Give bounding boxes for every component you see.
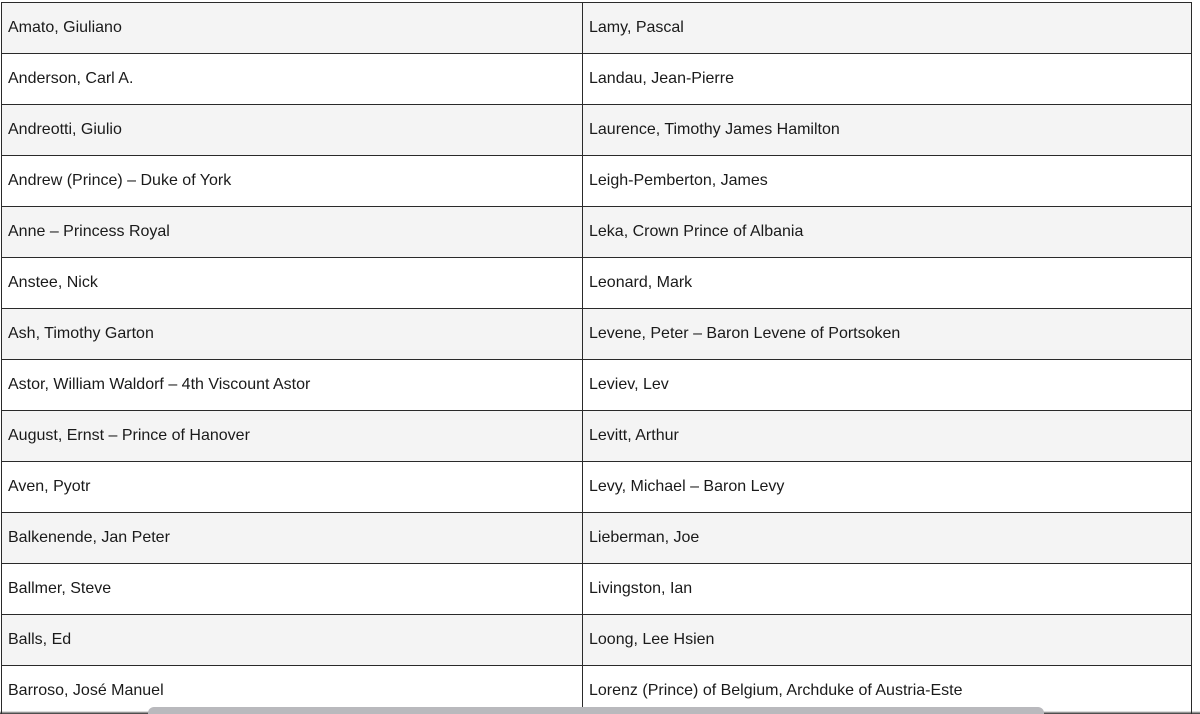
name-cell-right: Leigh-Pemberton, James: [583, 156, 1192, 207]
name-cell-right: Lorenz (Prince) of Belgium, Archduke of Austria-Este: [583, 666, 1192, 714]
name-cell-right: Livingston, Ian: [583, 564, 1192, 615]
name-cell-left: Andrew (Prince) – Duke of York: [2, 156, 583, 207]
name-cell-left: Ballmer, Steve: [2, 564, 583, 615]
name-cell-right: Levy, Michael – Baron Levy: [583, 462, 1192, 513]
table-row: [2, 207, 1192, 258]
name-cell-left: Ash, Timothy Garton: [2, 309, 583, 360]
name-cell-left: Andreotti, Giulio: [2, 105, 583, 156]
table-row: [2, 258, 1192, 309]
table-row: [2, 309, 1192, 360]
table-row: [2, 3, 1192, 54]
table-row: [2, 156, 1192, 207]
name-cell-right: Leka, Crown Prince of Albania: [583, 207, 1192, 258]
name-cell-left: Barroso, José Manuel: [2, 666, 583, 714]
name-cell-right: Loong, Lee Hsien: [583, 615, 1192, 666]
name-cell-right: Levitt, Arthur: [583, 411, 1192, 462]
name-cell-left: Anstee, Nick: [2, 258, 583, 309]
table-row: [2, 513, 1192, 564]
name-cell-left: Astor, William Waldorf – 4th Viscount Astor: [2, 360, 583, 411]
name-cell-right: Lamy, Pascal: [583, 3, 1192, 54]
table-row: [2, 411, 1192, 462]
name-cell-right: Leonard, Mark: [583, 258, 1192, 309]
table-row: [2, 564, 1192, 615]
table-row: [2, 54, 1192, 105]
name-cell-right: Laurence, Timothy James Hamilton: [583, 105, 1192, 156]
name-cell-right: Lieberman, Joe: [583, 513, 1192, 564]
table-row: [2, 360, 1192, 411]
name-cell-left: Balls, Ed: [2, 615, 583, 666]
name-cell-right: Levene, Peter – Baron Levene of Portsoken: [583, 309, 1192, 360]
name-cell-right: Leviev, Lev: [583, 360, 1192, 411]
name-cell-left: August, Ernst – Prince of Hanover: [2, 411, 583, 462]
name-cell-left: Aven, Pyotr: [2, 462, 583, 513]
name-cell-left: Amato, Giuliano: [2, 3, 583, 54]
name-cell-left: Balkenende, Jan Peter: [2, 513, 583, 564]
table-row: [2, 105, 1192, 156]
name-cell-right: Landau, Jean-Pierre: [583, 54, 1192, 105]
names-table-body: [2, 3, 1192, 714]
dock-bar[interactable]: [148, 707, 1044, 714]
name-cell-left: Anderson, Carl A.: [2, 54, 583, 105]
table-row: [2, 462, 1192, 513]
name-cell-left: Anne – Princess Royal: [2, 207, 583, 258]
table-row: [2, 615, 1192, 666]
names-table: [1, 2, 1192, 714]
